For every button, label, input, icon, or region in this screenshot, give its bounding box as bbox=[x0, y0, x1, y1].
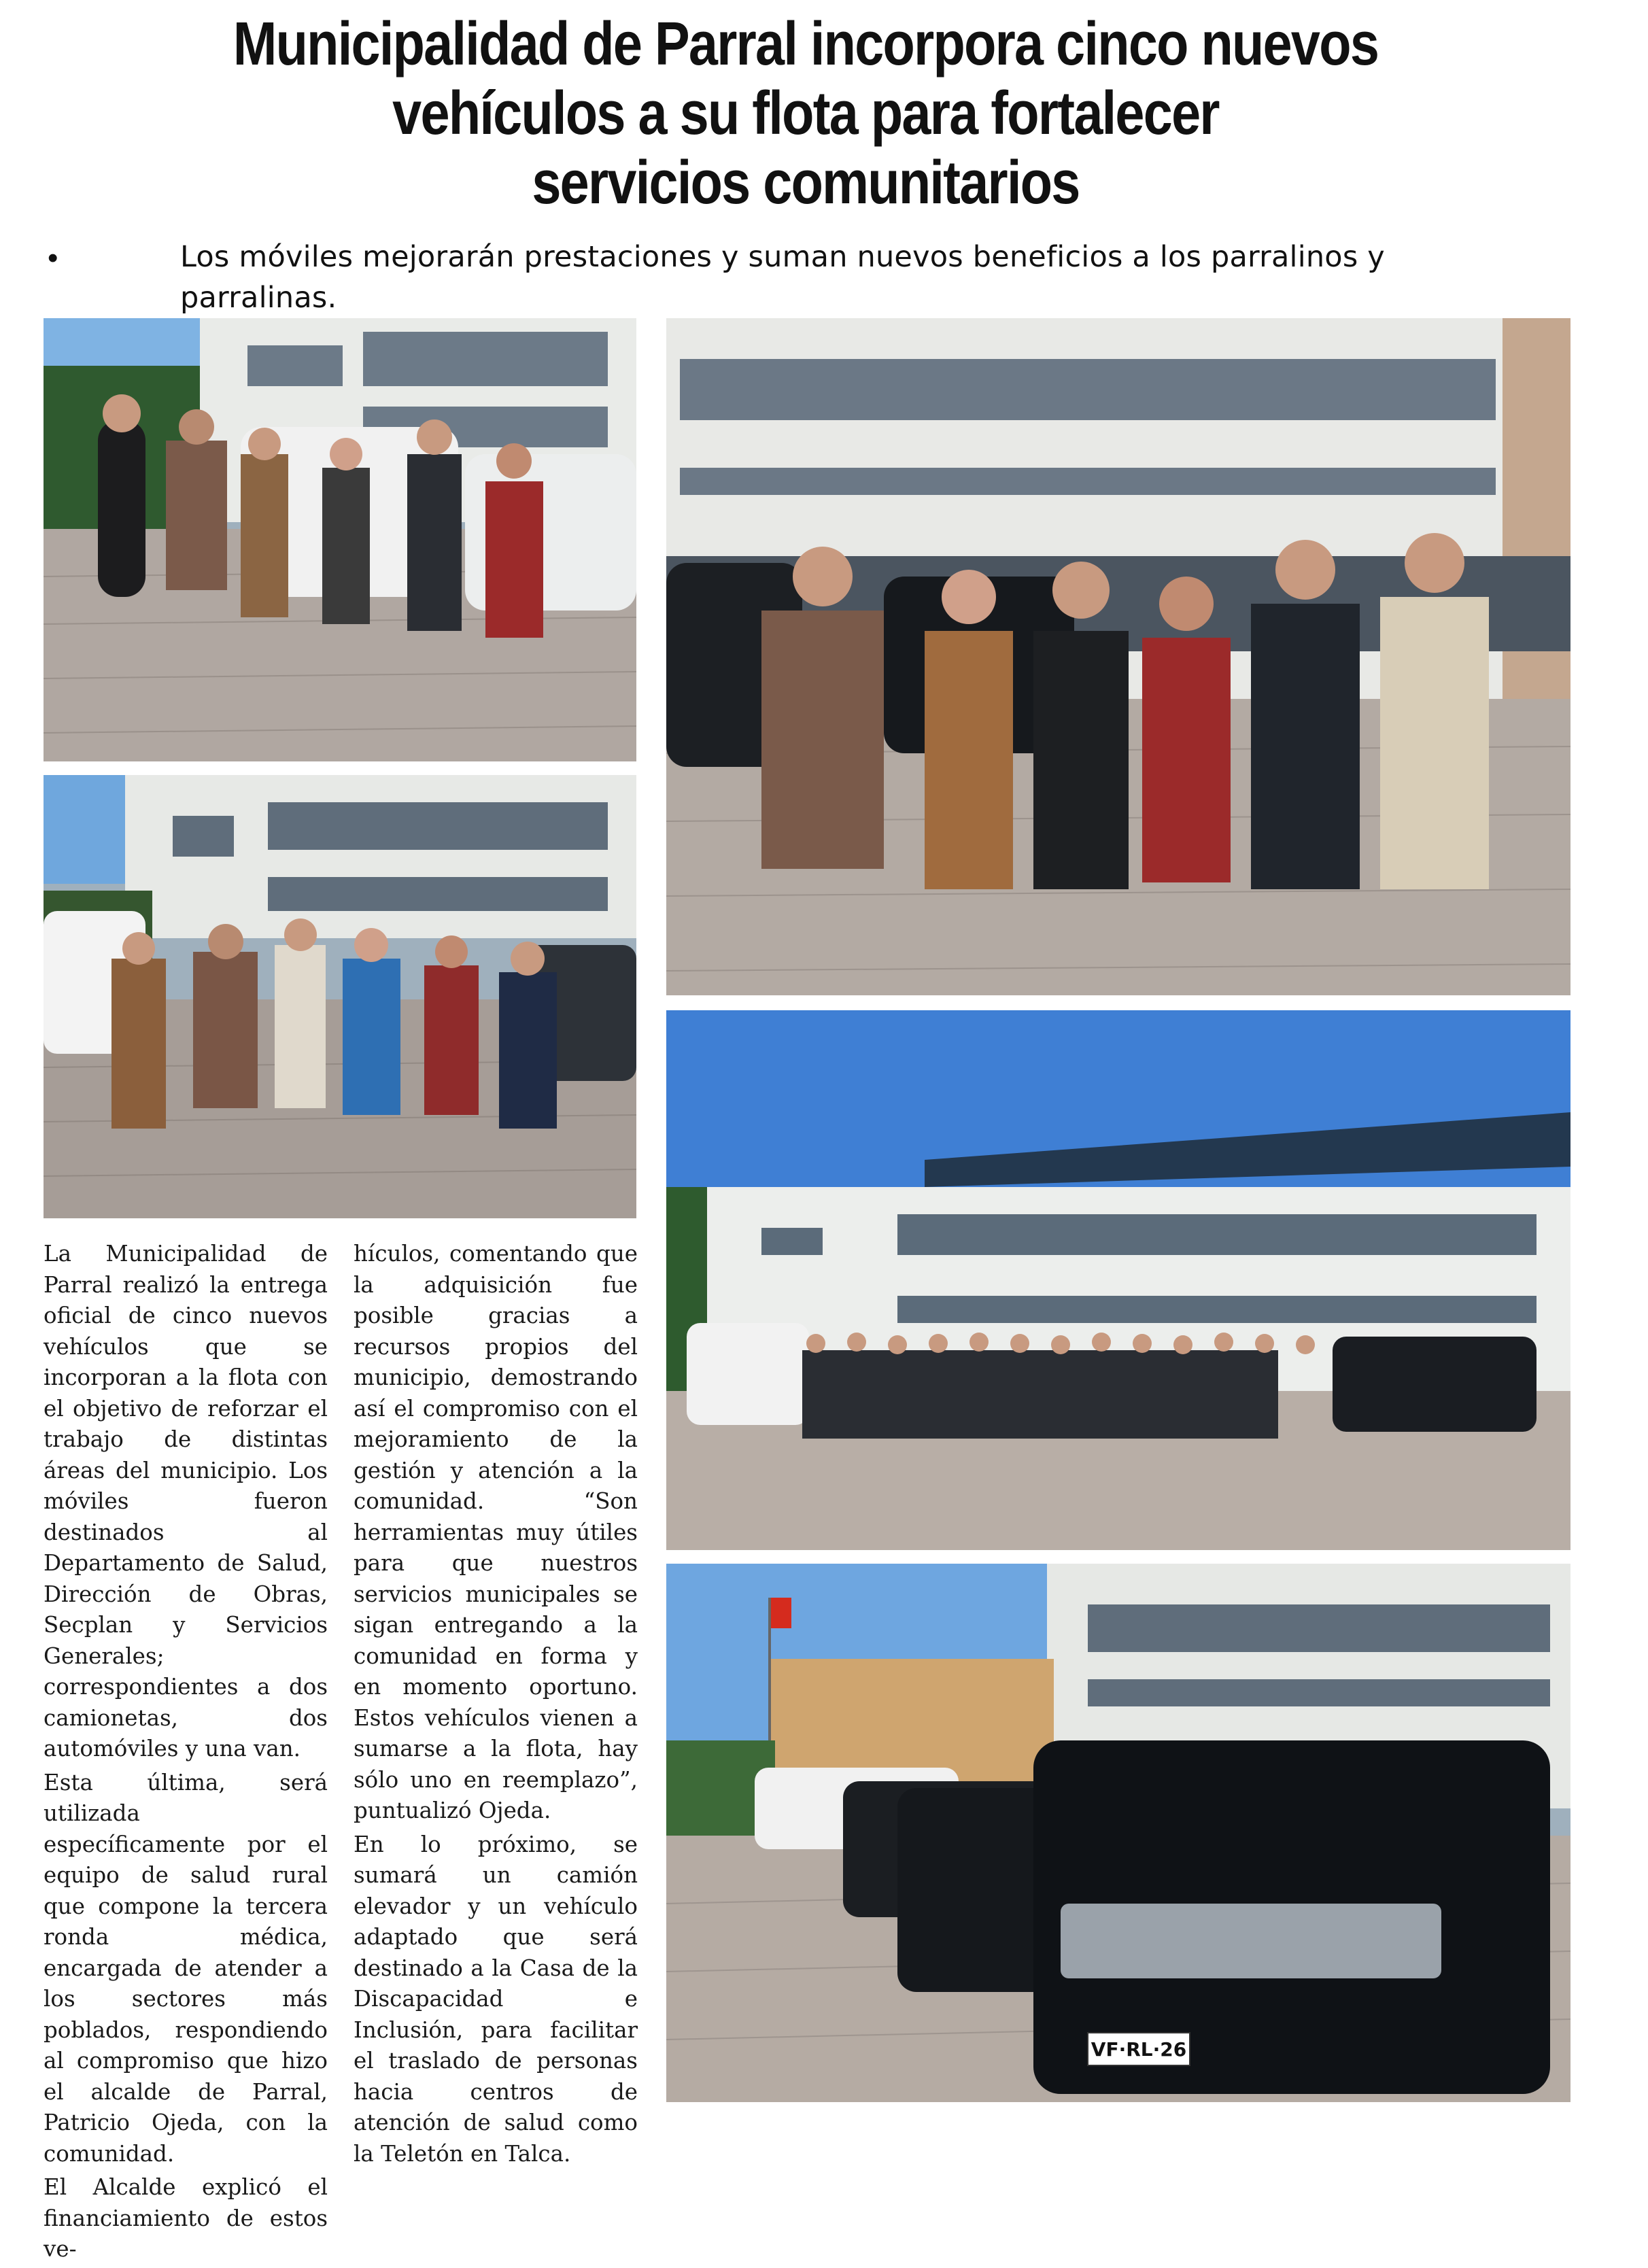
headline-line-2: vehículos a su flota para fortalecer bbox=[392, 80, 1219, 148]
body-paragraph: El Alcalde explicó el financiamiento de estos ve- bbox=[44, 2174, 328, 2262]
photo-new-trucks bbox=[666, 1564, 1570, 2102]
subtitle: Los móviles mejorarán prestaciones y suman nuevos beneficios a los parralinos y parralinas. bbox=[180, 240, 1385, 315]
photo-building-group bbox=[666, 1010, 1570, 1550]
headline-line-3: servicios comunitarios bbox=[532, 149, 1080, 217]
body-paragraph: hículos, comentando que la adquisición fue posible gracias a recursos propios del municipio, demostrando así el compromiso con el mejoramiento de la gestión y atención a la comunidad. “Son herramientas muy útiles para que nuestros servicios municipales se sigan entregando a la comunidad en forma y en momento oportuno. Estos vehículos vienen a sumarse a la flota, hay sólo uno en reemplazo”, puntualizó Ojeda. bbox=[354, 1241, 638, 1823]
headline-line-1: Municipalidad de Parral incorpora cinco nuevos bbox=[233, 10, 1379, 78]
photo-key-handover bbox=[666, 318, 1570, 995]
photo-group-with-vans bbox=[44, 318, 636, 761]
body-column-1 bbox=[44, 1239, 328, 2268]
subtitle-bullet: • bbox=[48, 241, 58, 275]
body-column-2 bbox=[354, 1239, 638, 2172]
photo-group-with-trucks bbox=[44, 775, 636, 1218]
body-paragraph: La Municipalidad de Parral realizó la entrega oficial de cinco nuevos vehículos que se incorporan a la flota con el objetivo de reforzar el trabajo de distintas áreas del municipio. Los móviles fueron destinados al Departamento de Salud, Dirección de Obras, Secplan y Servicios Generales; correspondientes a dos camionetas, dos automóviles y una van. bbox=[44, 1241, 328, 1762]
headline bbox=[183, 10, 1428, 218]
body-paragraph: Esta última, será utilizada específicamente por el equipo de salud rural que compone la tercera ronda médica, encargada de atender a los sectores más poblados, respondiendo al compromiso que hizo el alcalde de Parral, Patricio Ojeda, con la comunidad. bbox=[44, 1769, 328, 2167]
body-paragraph: En lo próximo, se sumará un camión elevador y un vehículo adaptado que será destinado a la Casa de la Discapacidad e Inclusión, para facilitar el traslado de personas hacia centros de atención de salud como la Teletón en Talca. bbox=[354, 1831, 638, 2167]
license-plate: VF·RL·26 bbox=[1091, 2038, 1187, 2061]
